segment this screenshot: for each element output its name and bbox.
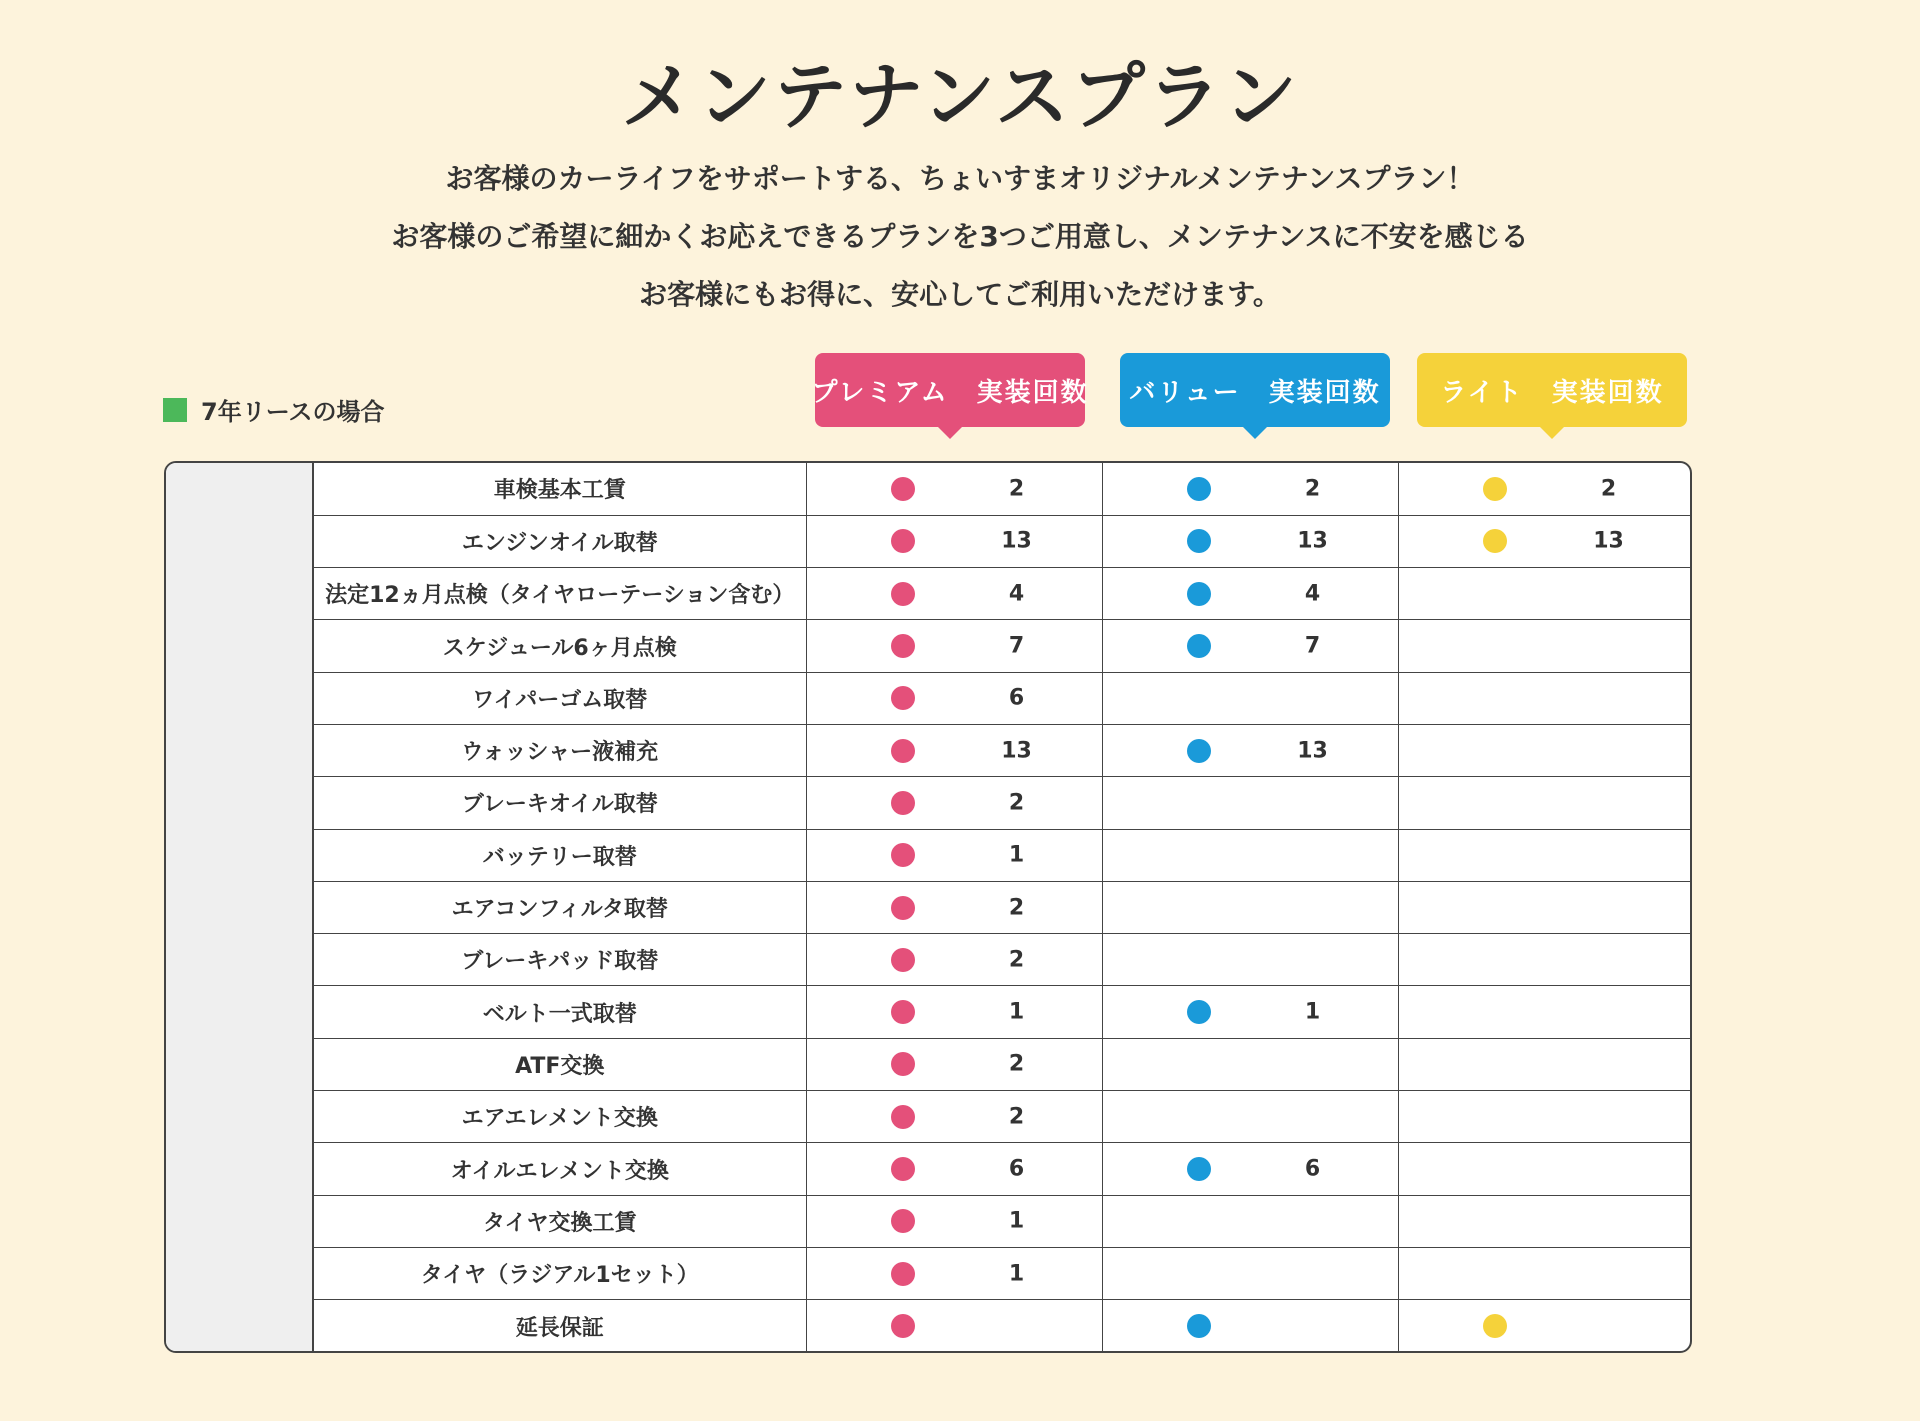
service-item-label: タイヤ（ラジアル1セット）: [314, 1247, 806, 1299]
plan-cell-value: [1102, 934, 1398, 986]
service-count: 2: [1600, 476, 1617, 502]
service-count: 2: [1008, 476, 1025, 502]
service-count: 13: [1593, 528, 1624, 554]
service-item-label: スケジュール6ヶ月点検: [314, 620, 806, 672]
plan-cell-premium: [806, 463, 1102, 515]
included-dot-icon: [1187, 1000, 1211, 1024]
service-count: 7: [1304, 633, 1321, 659]
plan-cell-value: [1102, 672, 1398, 724]
plan-cell-premium: [806, 568, 1102, 620]
lease-case-text: 7年リースの場合: [201, 398, 385, 426]
plan-cell-value: [1102, 829, 1398, 881]
green-square-icon: [163, 398, 187, 422]
service-count: 6: [1008, 685, 1025, 711]
service-item-label: ブレーキパッド取替: [314, 934, 806, 986]
included-dot-icon: [891, 529, 915, 553]
plan-cell-light: [1398, 620, 1692, 672]
table-row: [314, 1300, 1692, 1352]
included-dot-icon: [891, 1314, 915, 1338]
plan-cell-premium: [806, 724, 1102, 776]
plan-cell-light: [1398, 515, 1692, 567]
included-dot-icon: [891, 1000, 915, 1024]
service-item-label: ウォッシャー液補充: [314, 724, 806, 776]
plan-cell-value: [1102, 1300, 1398, 1352]
included-dot-icon: [1187, 1314, 1211, 1338]
service-item-label: オイルエレメント交換: [314, 1143, 806, 1195]
plan-cell-value: [1102, 777, 1398, 829]
included-dot-icon: [891, 1262, 915, 1286]
included-dot-icon: [1187, 582, 1211, 606]
service-count: 2: [1008, 895, 1025, 921]
plan-cell-light: [1398, 672, 1692, 724]
plan-cell-value: [1102, 724, 1398, 776]
included-dot-icon: [891, 1209, 915, 1233]
plan-cell-light: [1398, 934, 1692, 986]
plan-cell-light: [1398, 1091, 1692, 1143]
service-count: 2: [1008, 1051, 1025, 1077]
plan-cell-value: [1102, 1091, 1398, 1143]
included-dot-icon: [891, 582, 915, 606]
service-item-label: タイヤ交換工賃: [314, 1195, 806, 1247]
plan-cell-value: [1102, 1143, 1398, 1195]
table-row: [314, 724, 1692, 776]
service-count: 4: [1304, 581, 1321, 607]
maintenance-grid: [314, 463, 1692, 1352]
included-dot-icon: [891, 634, 915, 658]
plan-cell-value: [1102, 568, 1398, 620]
table-row: [314, 515, 1692, 567]
table-row: [314, 1195, 1692, 1247]
plan-badge-value: バリュー 実装回数: [1120, 353, 1390, 427]
plan-cell-premium: [806, 672, 1102, 724]
plan-badge-light: ライト 実装回数: [1417, 353, 1687, 427]
table-row: [314, 934, 1692, 986]
table-row: [314, 986, 1692, 1038]
table-row: [314, 1143, 1692, 1195]
service-count: 1: [1008, 1208, 1025, 1234]
service-item-label: エンジンオイル取替: [314, 515, 806, 567]
plan-cell-value: [1102, 620, 1398, 672]
plan-cell-light: [1398, 881, 1692, 933]
table-row: [314, 829, 1692, 881]
lease-case-label: [163, 392, 385, 427]
table-row: [314, 777, 1692, 829]
included-dot-icon: [891, 948, 915, 972]
service-count: 13: [1297, 528, 1328, 554]
service-item-label: エアコンフィルタ取替: [314, 881, 806, 933]
table-row: [314, 1091, 1692, 1143]
plan-cell-premium: [806, 515, 1102, 567]
plan-cell-light: [1398, 568, 1692, 620]
service-item-label: 車検基本工賃: [314, 463, 806, 515]
service-count: 13: [1001, 528, 1032, 554]
plan-cell-premium: [806, 1247, 1102, 1299]
included-dot-icon: [891, 1157, 915, 1181]
table-row: [314, 1247, 1692, 1299]
plan-cell-value: [1102, 881, 1398, 933]
plan-cell-value: [1102, 1038, 1398, 1090]
plan-cell-light: [1398, 1300, 1692, 1352]
included-dot-icon: [891, 1052, 915, 1076]
included-dot-icon: [1187, 739, 1211, 763]
plan-cell-premium: [806, 777, 1102, 829]
included-dot-icon: [891, 1105, 915, 1129]
plan-cell-value: [1102, 515, 1398, 567]
included-dot-icon: [891, 686, 915, 710]
plan-cell-premium: [806, 829, 1102, 881]
plan-cell-premium: [806, 1300, 1102, 1352]
plan-cell-light: [1398, 1143, 1692, 1195]
service-count: 4: [1008, 581, 1025, 607]
plan-cell-light: [1398, 1038, 1692, 1090]
included-dot-icon: [1187, 529, 1211, 553]
included-dot-icon: [891, 843, 915, 867]
table-row: [314, 881, 1692, 933]
service-count: 13: [1001, 738, 1032, 764]
service-count: 1: [1008, 999, 1025, 1025]
service-count: 1: [1008, 842, 1025, 868]
service-count: 2: [1008, 790, 1025, 816]
table-side-column: [166, 463, 314, 1351]
included-dot-icon: [1483, 529, 1507, 553]
service-count: 2: [1008, 947, 1025, 973]
table-row: [314, 463, 1692, 515]
plan-badge-premium: プレミアム 実装回数: [815, 353, 1085, 427]
included-dot-icon: [1187, 477, 1211, 501]
plan-cell-value: [1102, 986, 1398, 1038]
plan-cell-light: [1398, 463, 1692, 515]
plan-cell-light: [1398, 1195, 1692, 1247]
plan-cell-light: [1398, 1247, 1692, 1299]
plan-cell-value: [1102, 463, 1398, 515]
included-dot-icon: [891, 896, 915, 920]
service-count: 1: [1304, 999, 1321, 1025]
included-dot-icon: [1187, 1157, 1211, 1181]
service-count: 2: [1008, 1104, 1025, 1130]
included-dot-icon: [1187, 634, 1211, 658]
plan-cell-premium: [806, 881, 1102, 933]
plan-cell-premium: [806, 620, 1102, 672]
plan-cell-value: [1102, 1195, 1398, 1247]
plan-cell-premium: [806, 1038, 1102, 1090]
service-item-label: ATF交換: [314, 1038, 806, 1090]
plan-cell-value: [1102, 1247, 1398, 1299]
service-item-label: エアエレメント交換: [314, 1091, 806, 1143]
table-row: [314, 672, 1692, 724]
plan-cell-light: [1398, 829, 1692, 881]
service-count: 2: [1304, 476, 1321, 502]
service-count: 13: [1297, 738, 1328, 764]
service-count: 1: [1008, 1261, 1025, 1287]
plan-cell-light: [1398, 777, 1692, 829]
service-item-label: ワイパーゴム取替: [314, 672, 806, 724]
service-item-label: 延長保証: [314, 1300, 806, 1352]
included-dot-icon: [1483, 477, 1507, 501]
page-title: メンテナンスプラン: [620, 54, 1300, 140]
plan-cell-premium: [806, 1143, 1102, 1195]
table-row: [314, 1038, 1692, 1090]
service-count: 6: [1008, 1156, 1025, 1182]
included-dot-icon: [1483, 1314, 1507, 1338]
intro-line: お客様にもお得に、安心してご利用いただけます。: [639, 278, 1281, 311]
intro-line: お客様のカーライフをサポートする、ちょいすまオリジナルメンテナンスプラン！: [445, 162, 1475, 195]
table-row: [314, 620, 1692, 672]
service-count: 7: [1008, 633, 1025, 659]
included-dot-icon: [891, 477, 915, 501]
plan-cell-premium: [806, 1091, 1102, 1143]
service-item-label: ブレーキオイル取替: [314, 777, 806, 829]
plan-cell-premium: [806, 1195, 1102, 1247]
service-item-label: バッテリー取替: [314, 829, 806, 881]
intro-line: お客様のご希望に細かくお応えできるプランを3つご用意し、メンテナンスに不安を感じる: [391, 220, 1529, 253]
included-dot-icon: [891, 791, 915, 815]
plan-cell-light: [1398, 724, 1692, 776]
table-row: [314, 568, 1692, 620]
maintenance-table: [164, 461, 1692, 1353]
plan-cell-light: [1398, 986, 1692, 1038]
plan-cell-premium: [806, 986, 1102, 1038]
intro-text: [0, 150, 1920, 324]
service-item-label: ベルト一式取替: [314, 986, 806, 1038]
service-item-label: 法定12ヵ月点検（タイヤローテーション含む）: [314, 568, 806, 620]
plan-cell-premium: [806, 934, 1102, 986]
service-count: 6: [1304, 1156, 1321, 1182]
included-dot-icon: [891, 739, 915, 763]
